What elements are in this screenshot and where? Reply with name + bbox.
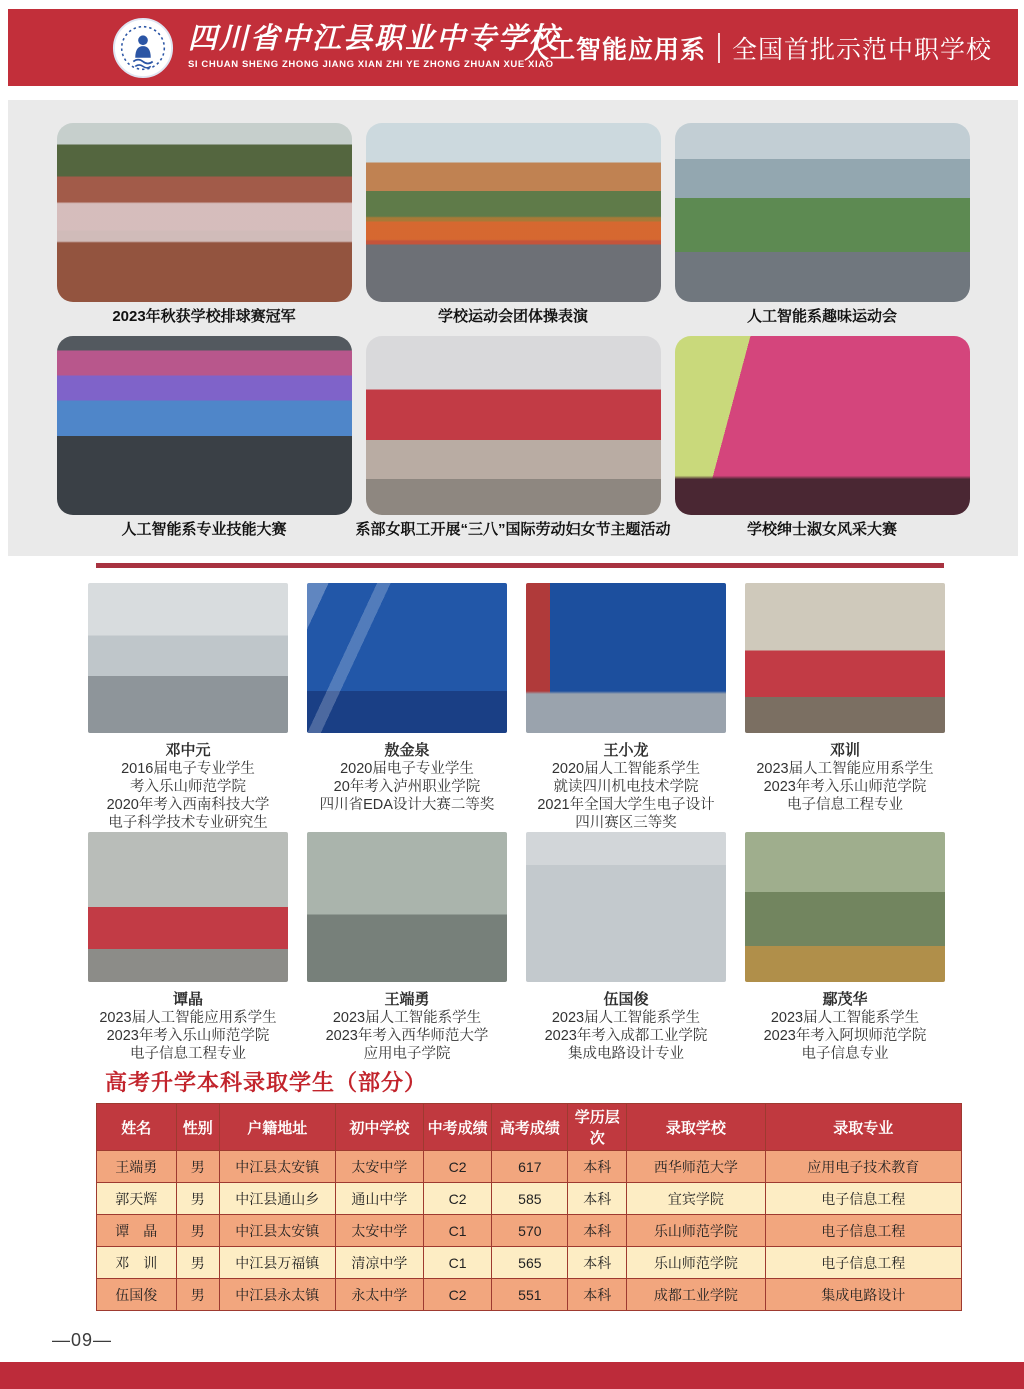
table-cell: 男: [176, 1215, 219, 1247]
alumni-card: [745, 832, 945, 1063]
table-cell: 本科: [568, 1183, 627, 1215]
alumni-card: [88, 583, 288, 832]
table-row: [97, 1247, 962, 1279]
table-cell: 本科: [568, 1215, 627, 1247]
alumni-line: 电子信息工程专业: [130, 1046, 246, 1062]
alumni-line: 2021年全国大学生电子设计: [537, 797, 715, 813]
alumni-card: [526, 583, 726, 832]
alumni-line: 四川赛区三等奖: [575, 815, 677, 831]
header-school-block: [112, 17, 561, 79]
table-cell: 551: [492, 1279, 568, 1311]
table-header-cell: 学历层次: [568, 1104, 627, 1151]
table-cell: 565: [492, 1247, 568, 1279]
table-cell: 郭天辉: [97, 1183, 177, 1215]
table-cell: 电子信息工程: [765, 1247, 961, 1279]
table-row: [97, 1151, 962, 1183]
table-cell: 邓 训: [97, 1247, 177, 1279]
table-cell: 男: [176, 1151, 219, 1183]
table-header-cell: 中考成绩: [423, 1104, 491, 1151]
photo-caption: 系部女职工开展“三八”国际劳动妇女节主题活动: [355, 521, 671, 538]
alumni-card: [526, 832, 726, 1063]
alumni-line: 集成电路设计专业: [568, 1046, 684, 1062]
alumni-photo: [88, 832, 288, 982]
alumni-line: 考入乐山师范学院: [130, 779, 246, 795]
table-header-row: [97, 1104, 962, 1151]
gallery-photo-sports-meeting: [366, 123, 661, 302]
table-cell: 宜宾学院: [627, 1183, 765, 1215]
school-name: 四川省中江县职业中专学校: [188, 23, 561, 56]
page-number: —09—: [52, 1330, 113, 1350]
table-cell: 太安中学: [335, 1151, 423, 1183]
table-cell: 617: [492, 1151, 568, 1183]
table-header-cell: 高考成绩: [492, 1104, 568, 1151]
table-cell: 永太中学: [335, 1279, 423, 1311]
table-cell: 西华师范大学: [627, 1151, 765, 1183]
gallery-photo-womens-day: [366, 336, 661, 515]
table-cell: 男: [176, 1279, 219, 1311]
alumni-photo: [745, 832, 945, 982]
table-cell: 乐山师范学院: [627, 1215, 765, 1247]
alumni-card: [307, 583, 507, 832]
school-honor: 全国首批示范中职学校: [731, 35, 992, 64]
table-cell: 应用电子技术教育: [765, 1151, 961, 1183]
alumni-line: 2023年考入乐山师范学院: [763, 779, 927, 795]
table-header-cell: 姓名: [97, 1104, 177, 1151]
table-cell: 585: [492, 1183, 568, 1215]
alumni-line: 2023届人工智能系学生: [332, 1010, 482, 1026]
table-cell: 集成电路设计: [765, 1279, 961, 1311]
alumni-photo: [88, 583, 288, 733]
alumni-name: 敖金泉: [384, 742, 430, 759]
alumni-name: 邓中元: [165, 742, 211, 759]
photo-caption: 学校绅士淑女风采大赛: [746, 521, 897, 538]
alumni-photo: [745, 583, 945, 733]
photo-caption: 人工智能系趣味运动会: [746, 308, 897, 325]
gallery-photo-volleyball: [57, 123, 352, 302]
alumni-line: 2023届人工智能系学生: [770, 1010, 920, 1026]
table-cell: 电子信息工程: [765, 1215, 961, 1247]
alumni-line: 2020届电子专业学生: [340, 761, 474, 777]
school-name-pinyin: SI CHUAN SHENG ZHONG JIANG XIAN ZHI YE ZHONG ZHUAN XUE XIAO: [188, 59, 554, 71]
alumni-line: 四川省EDA设计大赛二等奖: [319, 797, 495, 813]
alumni-line: 2023届人工智能应用系学生: [99, 1010, 277, 1026]
alumni-name: 伍国俊: [603, 991, 649, 1008]
table-cell: 570: [492, 1215, 568, 1247]
table-cell: 王端勇: [97, 1151, 177, 1183]
alumni-line: 2016届电子专业学生: [121, 761, 255, 777]
gallery-item: [675, 123, 970, 326]
table-cell: C2: [423, 1151, 491, 1183]
photo-caption: 2023年秋获学校排球赛冠军: [112, 308, 296, 325]
photo-gallery-section: [8, 100, 1018, 556]
gallery-item: [57, 336, 352, 539]
table-row: [97, 1279, 962, 1311]
gallery-item: [355, 336, 671, 539]
alumni-name: 谭晶: [172, 991, 203, 1008]
section-divider: [96, 563, 944, 568]
photo-caption: 人工智能系专业技能大赛: [121, 521, 287, 538]
table-cell: 乐山师范学院: [627, 1247, 765, 1279]
alumni-line: 2020年考入西南科技大学: [106, 797, 270, 813]
alumni-photo: [307, 583, 507, 733]
alumni-line: 2023届人工智能应用系学生: [756, 761, 934, 777]
table-header-cell: 录取专业: [765, 1104, 961, 1151]
gallery-item: [675, 336, 970, 539]
table-cell: 中江县通山乡: [219, 1183, 335, 1215]
table-header-cell: 初中学校: [335, 1104, 423, 1151]
alumni-line: 电子科学技术专业研究生: [108, 815, 268, 831]
alumni-line: 20年考入泸州职业学院: [333, 779, 481, 795]
header-divider: [718, 33, 720, 63]
table-cell: 本科: [568, 1279, 627, 1311]
table-cell: 中江县太安镇: [219, 1151, 335, 1183]
table-cell: 男: [176, 1247, 219, 1279]
table-header-cell: 录取学校: [627, 1104, 765, 1151]
gallery-photo-fun-sports: [675, 123, 970, 302]
alumni-name: 邓训: [829, 742, 860, 759]
table-cell: C1: [423, 1215, 491, 1247]
photo-caption: 学校运动会团体操表演: [437, 308, 588, 325]
table-cell: 通山中学: [335, 1183, 423, 1215]
department-name: 人工智能应用系: [523, 35, 706, 64]
table-cell: 中江县太安镇: [219, 1215, 335, 1247]
alumni-card: [745, 583, 945, 832]
alumni-name: 王小龙: [603, 742, 649, 759]
bottom-bar: [0, 1362, 1024, 1389]
alumni-line: 2023年考入西华师范大学: [325, 1028, 489, 1044]
table-cell: 清凉中学: [335, 1247, 423, 1279]
alumni-line: 2023年考入乐山师范学院: [106, 1028, 270, 1044]
alumni-section: [88, 583, 946, 1063]
gallery-item: [57, 123, 352, 326]
header-department-block: [524, 30, 992, 66]
alumni-card: [307, 832, 507, 1063]
header-banner: [8, 9, 1018, 86]
gallery-item: [366, 123, 661, 326]
table-cell: 本科: [568, 1247, 627, 1279]
alumni-line: 应用电子学院: [363, 1046, 451, 1062]
school-logo-icon: [112, 17, 174, 79]
table-cell: 太安中学: [335, 1215, 423, 1247]
alumni-line: 2020届人工智能系学生: [551, 761, 701, 777]
alumni-line: 就读四川机电技术学院: [553, 779, 699, 795]
table-cell: C2: [423, 1183, 491, 1215]
school-name-block: [188, 24, 560, 70]
photo-gallery-grid: [8, 100, 1018, 539]
table-cell: 中江县永太镇: [219, 1279, 335, 1311]
table-row: [97, 1183, 962, 1215]
table-cell: 伍国俊: [97, 1279, 177, 1311]
table-cell: 谭 晶: [97, 1215, 177, 1247]
table-cell: C1: [423, 1247, 491, 1279]
alumni-photo: [526, 832, 726, 982]
gallery-photo-skill-competition: [57, 336, 352, 515]
table-cell: 本科: [568, 1151, 627, 1183]
table-header-cell: 户籍地址: [219, 1104, 335, 1151]
table-cell: 电子信息工程: [765, 1183, 961, 1215]
admission-table-title: 高考升学本科录取学生（部分）: [105, 1070, 428, 1095]
table-row: [97, 1215, 962, 1247]
alumni-name: 鄢茂华: [822, 991, 868, 1008]
admission-table: [96, 1103, 962, 1311]
alumni-line: 2023年考入成都工业学院: [544, 1028, 708, 1044]
table-cell: C2: [423, 1279, 491, 1311]
alumni-line: 2023届人工智能系学生: [551, 1010, 701, 1026]
alumni-photo: [307, 832, 507, 982]
gallery-photo-talent-show: [675, 336, 970, 515]
alumni-photo: [526, 583, 726, 733]
table-cell: 男: [176, 1183, 219, 1215]
alumni-line: 电子信息工程专业: [787, 797, 903, 813]
alumni-card: [88, 832, 288, 1063]
table-cell: 成都工业学院: [627, 1279, 765, 1311]
table-cell: 中江县万福镇: [219, 1247, 335, 1279]
alumni-name: 王端勇: [384, 991, 430, 1008]
alumni-line: 电子信息专业: [801, 1046, 889, 1062]
table-header-cell: 性别: [176, 1104, 219, 1151]
alumni-line: 2023年考入阿坝师范学院: [763, 1028, 927, 1044]
